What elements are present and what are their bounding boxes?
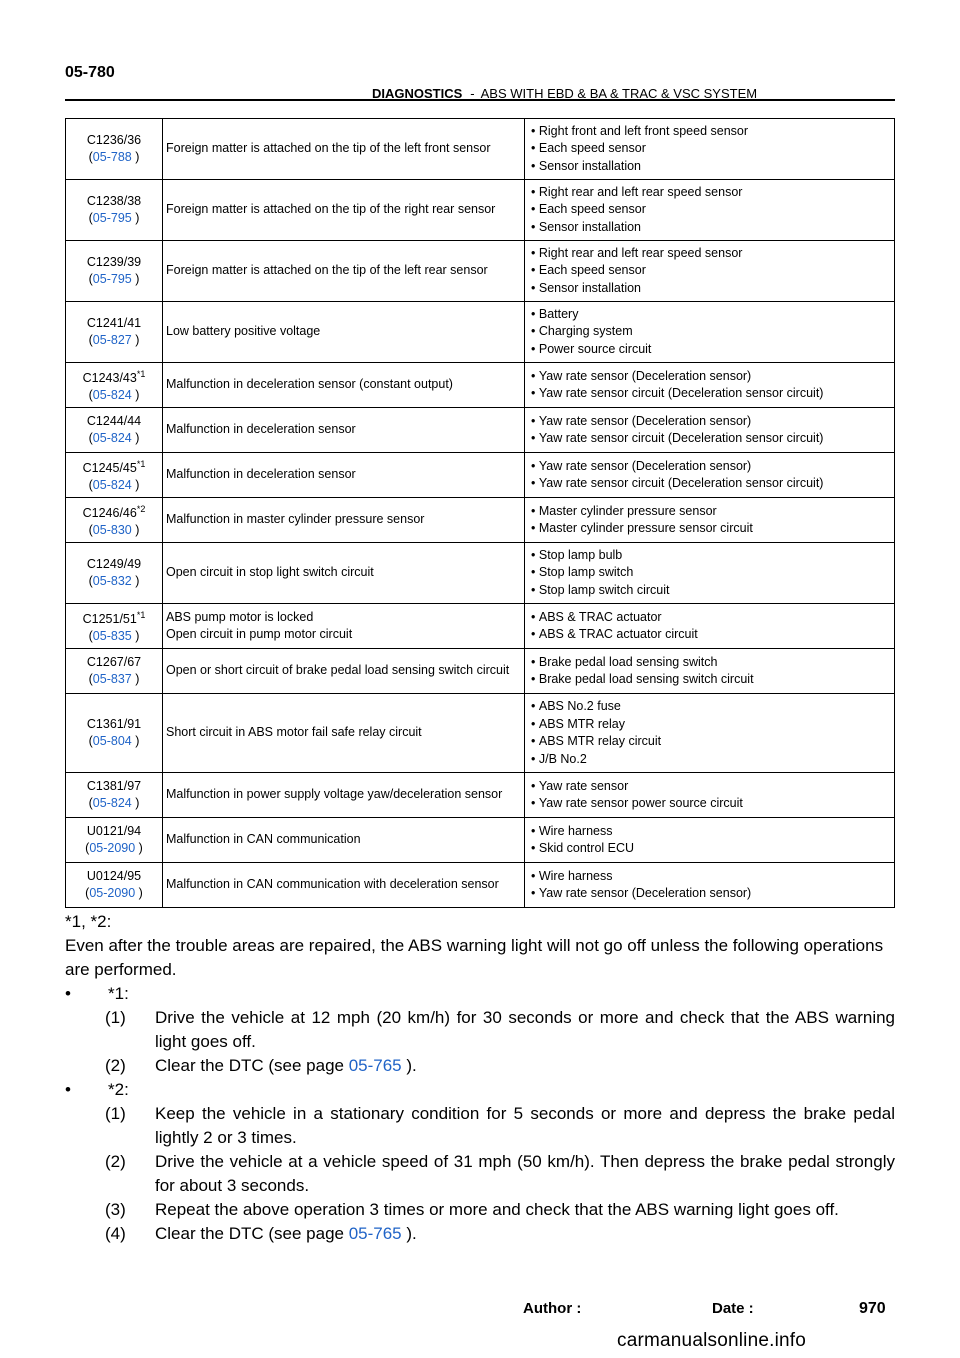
- trouble-area: [525, 498, 895, 543]
- dtc-code-cell: [66, 649, 163, 694]
- trouble-area: [525, 818, 895, 863]
- detection-condition: [163, 180, 525, 241]
- trouble-area-item: • Right front and left front speed sensor: [531, 123, 891, 141]
- trouble-area: [525, 604, 895, 649]
- detection-condition: [163, 119, 525, 180]
- dtc-table: [65, 118, 895, 908]
- step-number: (2): [105, 1152, 126, 1171]
- dtc-page-link[interactable]: 05-804: [92, 734, 132, 748]
- dtc-code-cell: [66, 453, 163, 498]
- detection-condition: [163, 408, 525, 453]
- dtc-code-cell: [66, 180, 163, 241]
- trouble-area-item: • Right rear and left rear speed sensor: [531, 184, 891, 202]
- dtc-row: [66, 694, 895, 773]
- dtc-row: [66, 773, 895, 818]
- dtc-page-ref: (05-795 ): [88, 272, 140, 286]
- dtc-code: C1267/67: [86, 654, 142, 669]
- dtc-row: [66, 363, 895, 408]
- dtc-row: [66, 498, 895, 543]
- trouble-area-item: • Wire harness: [531, 868, 891, 886]
- trouble-area-item: • ABS & TRAC actuator circuit: [531, 626, 891, 644]
- dtc-page-link[interactable]: 05-824: [92, 431, 132, 445]
- bullet-icon: •: [65, 984, 71, 1003]
- trouble-area-item: • Each speed sensor: [531, 140, 891, 158]
- dtc-code: U0124/95: [86, 868, 142, 883]
- dtc-page-link[interactable]: 05-2090: [89, 886, 136, 900]
- dtc-code-cell: [66, 119, 163, 180]
- header-section: DIAGNOSTICS: [372, 86, 463, 101]
- dtc-page-ref: (05-837 ): [88, 672, 140, 686]
- trouble-area-item: • Sensor installation: [531, 158, 891, 176]
- detection-condition: [163, 818, 525, 863]
- trouble-area-item: • Each speed sensor: [531, 201, 891, 219]
- dtc-footnote-mark: *1: [136, 609, 146, 620]
- detection-condition: [163, 863, 525, 908]
- note-step: (3) Repeat the above operation 3 times or more and check that the ABS warning light goes off.: [65, 1198, 895, 1222]
- dtc-row: [66, 818, 895, 863]
- dtc-code-cell: [66, 241, 163, 302]
- trouble-area-item: • Sensor installation: [531, 219, 891, 237]
- header-separator: -: [470, 86, 475, 101]
- dtc-code-cell: [66, 863, 163, 908]
- trouble-area: [525, 649, 895, 694]
- notes-intro: Even after the trouble areas are repaired, the ABS warning light will not go off unless the following operations are performed.: [65, 936, 884, 979]
- dtc-page-link[interactable]: 05-830: [92, 523, 132, 537]
- dtc-page-link[interactable]: 05-795: [92, 272, 132, 286]
- note-step: (2) Clear the DTC (see page 05-765 ).: [65, 1054, 895, 1078]
- note-step: (4) Clear the DTC (see page 05-765 ).: [65, 1222, 895, 1246]
- trouble-area: [525, 408, 895, 453]
- trouble-area-item: • Right rear and left rear speed sensor: [531, 245, 891, 263]
- dtc-page-link[interactable]: 05-824: [92, 388, 132, 402]
- dtc-code: U0121/94: [86, 823, 142, 838]
- dtc-code-cell: [66, 498, 163, 543]
- detection-line: Low battery positive voltage: [166, 324, 321, 339]
- trouble-area-item: • Yaw rate sensor circuit (Deceleration sensor circuit): [531, 430, 891, 448]
- step-number: (2): [105, 1056, 126, 1075]
- dtc-page-link[interactable]: 05-832: [92, 574, 132, 588]
- note-bullet: • *1:: [65, 982, 895, 1006]
- dtc-code-cell: [66, 363, 163, 408]
- step-number: (1): [105, 1104, 126, 1123]
- dtc-page-link[interactable]: 05-824: [92, 478, 132, 492]
- note-step: (1) Keep the vehicle in a stationary condition for 5 seconds or more and depress the brake pedal lightly 2 or 3 times.: [105, 1104, 895, 1147]
- page-number: 05-780: [65, 64, 115, 81]
- trouble-area-item: • Yaw rate sensor (Deceleration sensor): [531, 885, 891, 903]
- dtc-code-cell: [66, 302, 163, 363]
- trouble-area-item: • Yaw rate sensor (Deceleration sensor): [531, 458, 891, 476]
- trouble-area-item: • Yaw rate sensor (Deceleration sensor): [531, 368, 891, 386]
- detection-line: Foreign matter is attached on the tip of the left front sensor: [166, 141, 491, 156]
- step-number: (1): [105, 1008, 126, 1027]
- note-step: (2) Drive the vehicle at a vehicle speed of 31 mph (50 km/h). Then depress the brake pedal strongly for about 3 seconds.: [105, 1152, 895, 1195]
- note-step: (1) Drive the vehicle at 12 mph (20 km/h) for 30 seconds or more and check that the ABS warning light goes off.: [105, 1008, 895, 1051]
- author-label: Author :: [523, 1300, 582, 1317]
- detection-condition: [163, 773, 525, 818]
- detection-line: Malfunction in deceleration sensor: [166, 467, 356, 482]
- detection-line: ABS pump motor is locked: [166, 609, 314, 624]
- detection-line: Foreign matter is attached on the tip of the left rear sensor: [166, 263, 488, 278]
- dtc-row: [66, 119, 895, 180]
- dtc-code: C1236/36: [86, 132, 142, 147]
- dtc-code: C1241/41: [86, 315, 142, 330]
- detection-line: Foreign matter is attached on the tip of the right rear sensor: [166, 202, 496, 217]
- page-link[interactable]: 05-765: [348, 1224, 402, 1243]
- detection-condition: [163, 241, 525, 302]
- notes-title: *1, *2:: [65, 912, 112, 931]
- detection-condition: [163, 302, 525, 363]
- dtc-code: C1249/49: [86, 556, 142, 571]
- detection-condition: [163, 543, 525, 604]
- trouble-area: [525, 302, 895, 363]
- dtc-code: C1245/45$^{*1}$: [82, 458, 146, 475]
- trouble-area-item: • ABS No.2 fuse: [531, 698, 891, 716]
- trouble-area: [525, 863, 895, 908]
- note-bullet: • *2:: [65, 1078, 895, 1102]
- dtc-page-ref: (05-835 ): [88, 629, 140, 643]
- dtc-page-link[interactable]: 05-788: [92, 150, 132, 164]
- trouble-area-item: • ABS MTR relay: [531, 716, 891, 734]
- dtc-row: [66, 302, 895, 363]
- dtc-page-ref: (05-827 ): [88, 333, 140, 347]
- trouble-area-item: • Yaw rate sensor: [531, 778, 891, 796]
- dtc-page-link[interactable]: 05-837: [92, 672, 132, 686]
- dtc-page-link[interactable]: 05-835: [92, 629, 132, 643]
- dtc-page-ref: (05-788 ): [88, 150, 140, 164]
- detection-condition: [163, 363, 525, 408]
- trouble-area-item: • Yaw rate sensor (Deceleration sensor): [531, 413, 891, 431]
- dtc-page-ref: (05-832 ): [88, 574, 140, 588]
- trouble-area: [525, 694, 895, 773]
- dtc-page-link[interactable]: 05-795: [92, 211, 132, 225]
- detection-line: Malfunction in master cylinder pressure sensor: [166, 512, 425, 527]
- trouble-area-item: • Stop lamp switch circuit: [531, 582, 891, 600]
- dtc-footnote-mark: *1: [136, 368, 146, 379]
- detection-condition: [163, 649, 525, 694]
- dtc-code: C1238/38: [86, 193, 142, 208]
- detection-line: Malfunction in CAN communication with deceleration sensor: [166, 877, 499, 892]
- detection-condition: [163, 453, 525, 498]
- trouble-area-item: • Stop lamp switch: [531, 564, 891, 582]
- trouble-area: [525, 453, 895, 498]
- trouble-area: [525, 543, 895, 604]
- notes-section: [65, 910, 895, 1246]
- page-link[interactable]: 05-765: [348, 1056, 402, 1075]
- detection-line: Malfunction in deceleration sensor (constant output): [166, 377, 453, 392]
- dtc-row: [66, 863, 895, 908]
- trouble-area-item: • ABS & TRAC actuator: [531, 609, 891, 627]
- trouble-area-item: • Yaw rate sensor circuit (Deceleration sensor circuit): [531, 475, 891, 493]
- dtc-page-ref: (05-2090 ): [85, 841, 143, 855]
- dtc-code-cell: [66, 694, 163, 773]
- trouble-area: [525, 119, 895, 180]
- detection-condition: [163, 498, 525, 543]
- detection-line: Open circuit in stop light switch circuit: [166, 565, 374, 580]
- detection-line: Malfunction in power supply voltage yaw/deceleration sensor: [166, 787, 503, 802]
- dtc-row: [66, 649, 895, 694]
- trouble-area-item: • Skid control ECU: [531, 840, 891, 858]
- detection-condition: [163, 694, 525, 773]
- dtc-code: C1361/91: [86, 716, 142, 731]
- footer-page-number: 970: [859, 1300, 886, 1317]
- trouble-area-item: • Master cylinder pressure sensor: [531, 503, 891, 521]
- watermark: carmanualsonline.info: [617, 1330, 807, 1351]
- dtc-footnote-mark: *1: [136, 458, 146, 469]
- dtc-page-ref: (05-804 ): [88, 734, 140, 748]
- dtc-footnote-mark: *2: [136, 503, 146, 514]
- detection-line: Short circuit in ABS motor fail safe relay circuit: [166, 725, 422, 740]
- detection-line: Malfunction in deceleration sensor: [166, 422, 356, 437]
- dtc-page-ref: (05-795 ): [88, 211, 140, 225]
- dtc-code: C1246/46$^{*2}$: [82, 503, 146, 520]
- trouble-area-item: • Brake pedal load sensing switch circuit: [531, 671, 891, 689]
- trouble-area: [525, 773, 895, 818]
- trouble-area-item: • Power source circuit: [531, 341, 891, 359]
- detection-line: Open or short circuit of brake pedal load sensing switch circuit: [166, 663, 510, 678]
- dtc-page-ref: (05-824 ): [88, 431, 140, 445]
- trouble-area-item: • Master cylinder pressure sensor circuit: [531, 520, 891, 538]
- trouble-area-item: • Yaw rate sensor circuit (Deceleration sensor circuit): [531, 385, 891, 403]
- trouble-area-item: • ABS MTR relay circuit: [531, 733, 891, 751]
- dtc-code: C1251/51$^{*1}$: [82, 609, 146, 626]
- trouble-area: [525, 180, 895, 241]
- dtc-page-ref: (05-824 ): [88, 796, 140, 810]
- bullet-icon: •: [65, 1080, 71, 1099]
- trouble-area: [525, 363, 895, 408]
- trouble-area-item: • Brake pedal load sensing switch: [531, 654, 891, 672]
- trouble-area-item: • Stop lamp bulb: [531, 547, 891, 565]
- trouble-area-item: • Sensor installation: [531, 280, 891, 298]
- trouble-area-item: • Each speed sensor: [531, 262, 891, 280]
- dtc-page-link[interactable]: 05-824: [92, 796, 132, 810]
- dtc-page-link[interactable]: 05-827: [92, 333, 132, 347]
- dtc-code-cell: [66, 543, 163, 604]
- dtc-page-ref: (05-824 ): [88, 388, 140, 402]
- trouble-area-item: • Yaw rate sensor power source circuit: [531, 795, 891, 813]
- dtc-page-link[interactable]: 05-2090: [89, 841, 136, 855]
- detection-line: Open circuit in pump motor circuit: [166, 627, 353, 641]
- dtc-page-ref: (05-2090 ): [85, 886, 143, 900]
- dtc-code-cell: [66, 773, 163, 818]
- detection-condition: [163, 604, 525, 649]
- dtc-code: C1244/44: [86, 413, 142, 428]
- header-system: ABS WITH EBD & BA & TRAC & VSC SYSTEM: [480, 86, 758, 101]
- dtc-code-cell: [66, 818, 163, 863]
- trouble-area-item: • Battery: [531, 306, 891, 324]
- detection-line: Malfunction in CAN communication: [166, 832, 361, 847]
- dtc-code: C1239/39: [86, 254, 142, 269]
- trouble-area: [525, 241, 895, 302]
- trouble-area-item: • J/B No.2: [531, 751, 891, 769]
- step-number: (4): [105, 1224, 126, 1243]
- header-rule: [65, 99, 895, 101]
- dtc-page-ref: (05-824 ): [88, 478, 140, 492]
- dtc-page-ref: (05-830 ): [88, 523, 140, 537]
- dtc-code: C1381/97: [86, 778, 142, 793]
- dtc-code-cell: [66, 604, 163, 649]
- date-label: Date :: [712, 1300, 754, 1317]
- dtc-row: [66, 453, 895, 498]
- step-number: (3): [105, 1200, 126, 1219]
- dtc-row: [66, 604, 895, 649]
- dtc-code: C1243/43$^{*1}$: [82, 368, 146, 385]
- dtc-row: [66, 241, 895, 302]
- dtc-row: [66, 408, 895, 453]
- trouble-area-item: • Charging system: [531, 323, 891, 341]
- trouble-area-item: • Wire harness: [531, 823, 891, 841]
- dtc-code-cell: [66, 408, 163, 453]
- dtc-row: [66, 543, 895, 604]
- dtc-row: [66, 180, 895, 241]
